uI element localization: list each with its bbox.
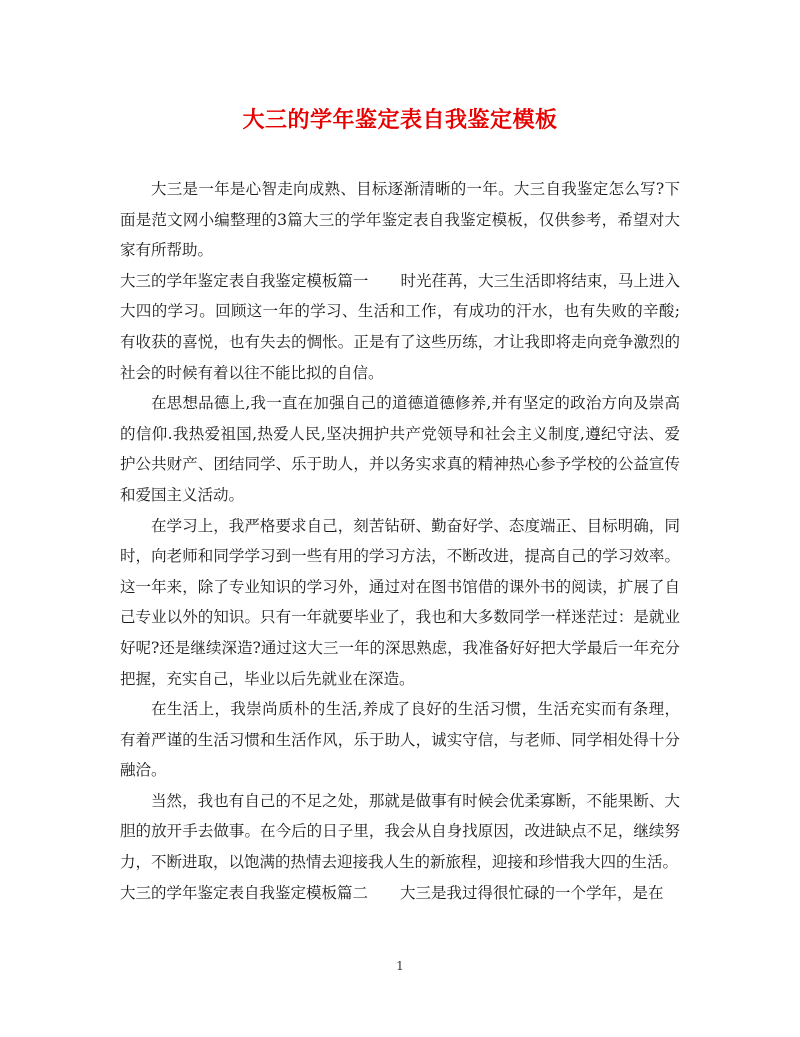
document-title: 大三的学年鉴定表自我鉴定模板 [242, 107, 558, 133]
document-body [120, 174, 680, 908]
page-number: 1 [396, 959, 404, 973]
section-2 [120, 878, 680, 909]
section-1-text: 时光荏苒，大三生活即将结束，马上进入大四的学习。回顾这一年的学习、生活和工作，有成功的汗水，也有失败的辛酸;有收获的喜悦，也有失去的惆怅。正是有了这些历练，才让我即将走向竞争激烈的社会的时候有着以往不能比拟的自信。 [120, 271, 680, 382]
section-1 [120, 266, 680, 388]
section-1-heading: 大三的学年鉴定表自我鉴定模板篇一 [120, 271, 369, 290]
section-2-text: 大三是我过得很忙碌的一个学年，是在 [400, 883, 664, 902]
paragraph-study: 在学习上，我严格要求自己，刻苦钻研、勤奋好学、态度端正、目标明确，同时，向老师和同学学习到一些有用的学习方法，不断改进，提高自己的学习效率。这一年来，除了专业知识的学习外，通过对在图书馆借的课外书的阅读，扩展了自己专业以外的知识。只有一年就要毕业了，我也和大多数同学一样迷茫过：是就业好呢?还是继续深造?通过这大三一年的深思熟虑，我准备好好把大学最后一年充分把握，充实自己，毕业以后先就业在深造。 [120, 516, 680, 688]
paragraph-life: 在生活上，我崇尚质朴的生活,养成了良好的生活习惯，生活充实而有条理，有着严谨的生活习惯和生活作风，乐于助人，诚实守信，与老师、同学相处得十分融洽。 [120, 700, 680, 780]
section-2-heading: 大三的学年鉴定表自我鉴定模板篇二 [120, 883, 369, 902]
paragraph-ideology: 在思想品德上,我一直在加强自己的道德道德修养,并有坚定的政治方向及崇高的信仰.我热爱祖国,热爱人民,坚决拥护共产党领导和社会主义制度,遵纪守法、爱护公共财产、团结同学、乐于助人，并以务实求真的精神热心参予学校的公益宣传和爱国主义活动。 [120, 394, 680, 504]
intro-paragraph: 大三是一年是心智走向成熟、目标逐渐清晰的一年。大三自我鉴定怎么写?下面是范文网小编整理的3篇大三的学年鉴定表自我鉴定模板，仅供参考，希望对大家有所帮助。 [120, 180, 680, 260]
paragraph-shortcomings: 当然，我也有自己的不足之处，那就是做事有时候会优柔寡断，不能果断、大胆的放开手去做事。在今后的日子里，我会从自身找原因，改进缺点不足，继续努力，不断进取，以饱满的热情去迎接我人生的新旅程，迎接和珍惜我大四的生活。 [120, 791, 680, 872]
